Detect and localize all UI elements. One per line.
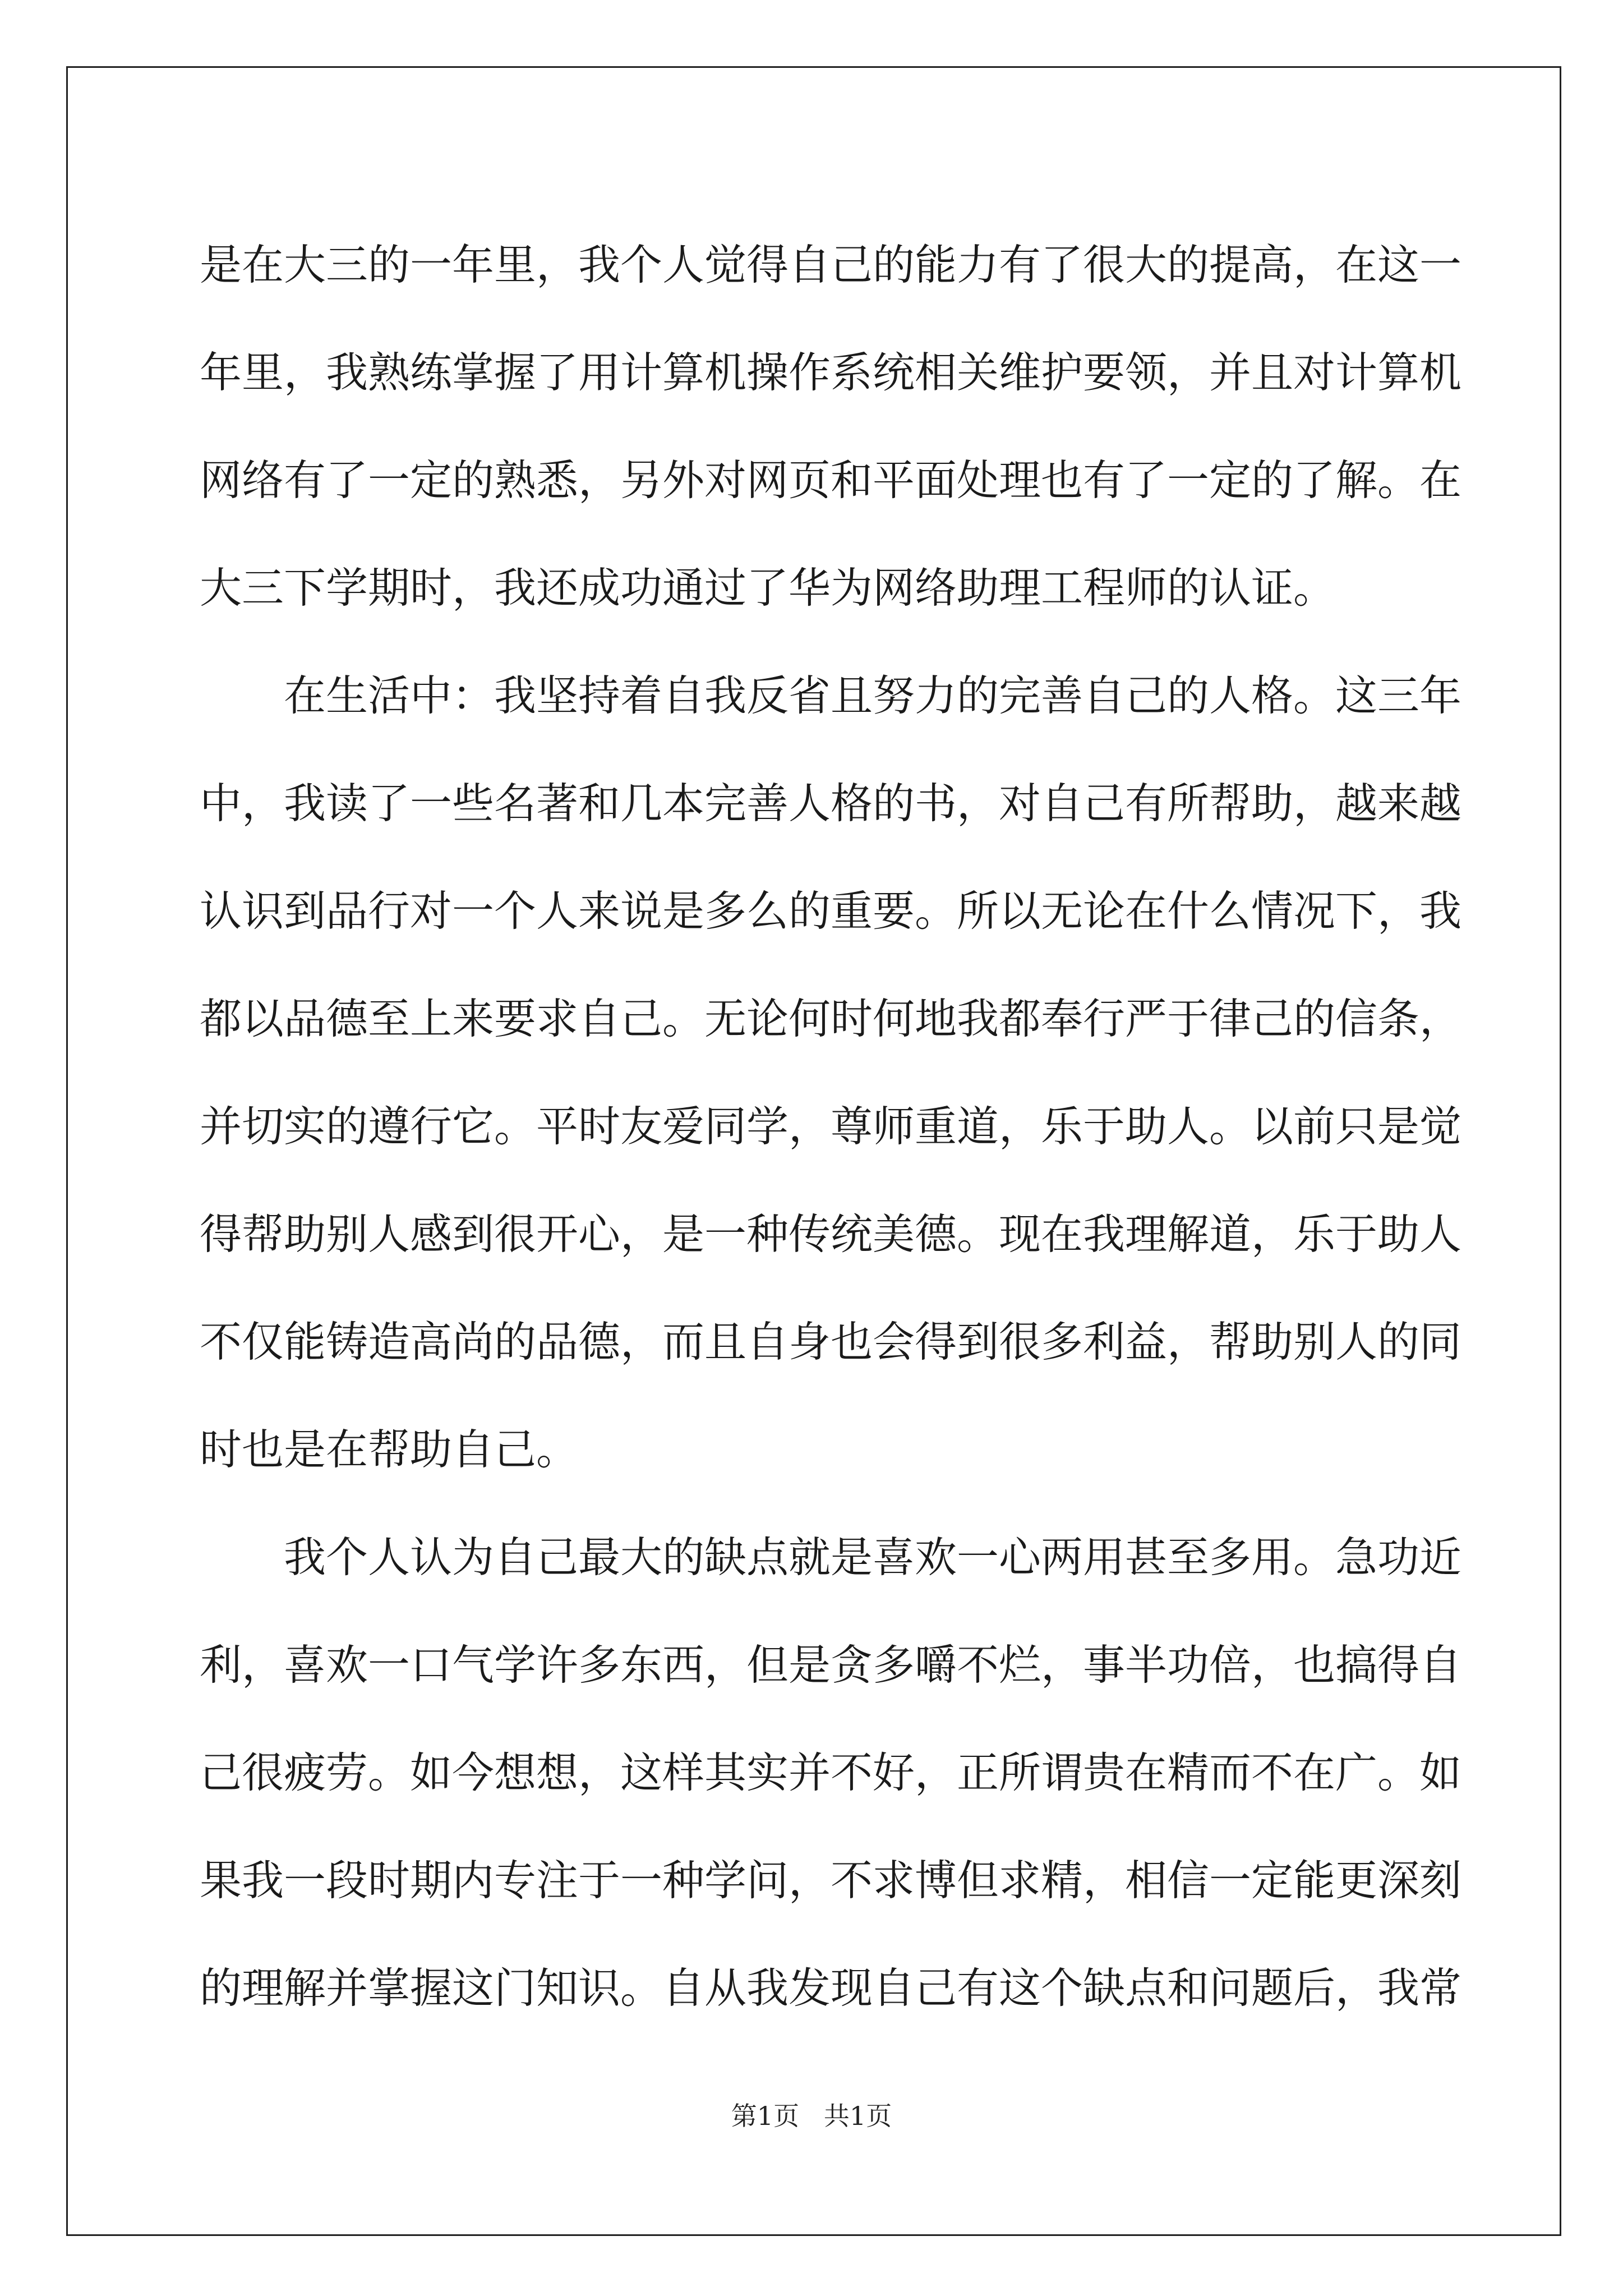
- text-line: 不仅能铸造高尚的品德，而且自身也会得到很多利益，帮助别人的同: [200, 1317, 1462, 1366]
- text-line: 网络有了一定的熟悉，另外对网页和平面处理也有了一定的了解。在: [200, 455, 1462, 505]
- text-line: 时也是在帮助自己。: [200, 1425, 579, 1474]
- text-line: 认识到品行对一个人来说是多么的重要。所以无论在什么情况下，我: [200, 886, 1462, 936]
- text-line: 并切实的遵行它。平时友爱同学，尊师重道，乐于助人。以前只是觉: [200, 1102, 1462, 1151]
- text-line: 利，喜欢一口气学许多东西，但是贪多嚼不烂，事半功倍，也搞得自: [200, 1640, 1462, 1690]
- text-line: 大三下学期时，我还成功通过了华为网络助理工程师的认证。: [200, 563, 1336, 613]
- text-line: 都以品德至上来要求自己。无论何时何地我都奉行严于律己的信条，: [200, 994, 1462, 1043]
- document-body: [200, 211, 1462, 2042]
- text-line: 是在大三的一年里，我个人觉得自己的能力有了很大的提高，在这一: [200, 240, 1462, 289]
- text-line: 中，我读了一些名著和几本完善人格的书，对自己有所帮助，越来越: [200, 779, 1462, 828]
- paragraph-first-line: 在生活中：我坚持着自我反省且努力的完善自己的人格。这三年: [284, 671, 1462, 720]
- text-line: 年里，我熟练掌握了用计算机操作系统相关维护要领，并且对计算机: [200, 348, 1462, 397]
- text-line: 得帮助别人感到很开心，是一种传统美德。现在我理解道，乐于助人: [200, 1209, 1462, 1259]
- paragraph-first-line: 我个人认为自己最大的缺点就是喜欢一心两用甚至多用。急功近: [284, 1533, 1462, 1582]
- text-line: 己很疲劳。如今想想，这样其实并不好，正所谓贵在精而不在广。如: [200, 1748, 1462, 1797]
- text-line: 果我一段时期内专注于一种学问，不求博但求精，相信一定能更深刻: [200, 1856, 1462, 1905]
- text-line: 的理解并掌握这门知识。自从我发现自己有这个缺点和问题后，我常: [200, 1963, 1462, 2013]
- page-number: 第1页 共1页: [731, 2101, 892, 2131]
